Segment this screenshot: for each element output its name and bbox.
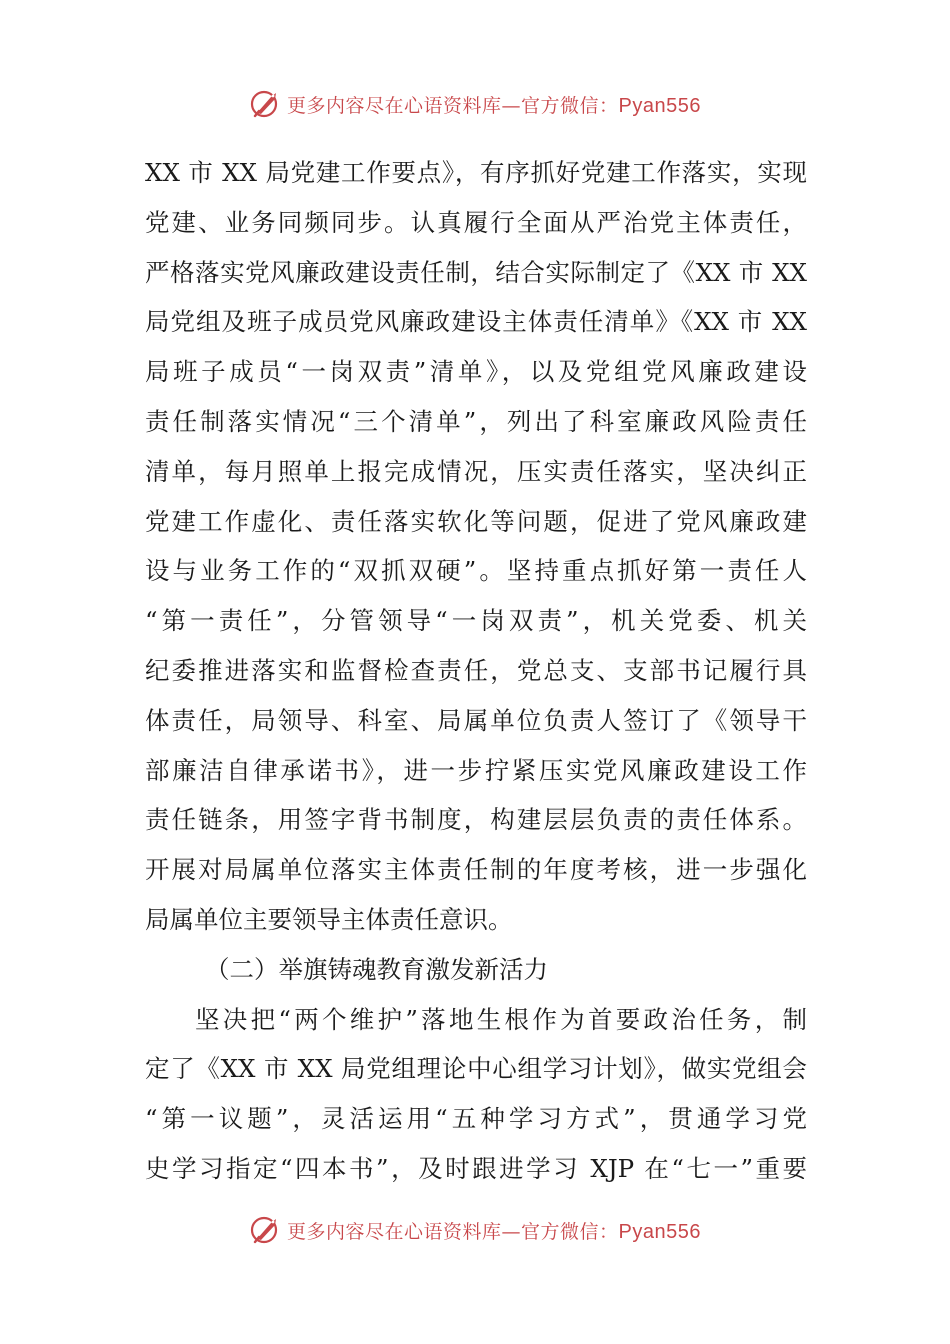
body-line: 设与业务工作的“双抓双硬”。坚持重点抓好第一责任人 <box>145 556 807 586</box>
document-body <box>145 148 807 1194</box>
body-line: XX 市 XX 局党建工作要点》，有序抓好党建工作落实，实现 <box>145 158 807 187</box>
body-line: 局属单位主要领导主体责任意识。 <box>145 904 513 934</box>
body-line: “第一责任”，分管领导“一岗双责”，机关党委、机关 <box>145 606 807 636</box>
body-line: 定了《XX 市 XX 局党组理论中心组学习计划》，做实党组会 <box>145 1054 807 1084</box>
pen-nib-logo-icon <box>249 87 283 121</box>
body-line: 责任链条，用签字背书制度，构建层层负责的责任体系。 <box>145 805 807 835</box>
watermark-banner-top <box>0 84 950 124</box>
body-line: 清单，每月照单上报完成情况，压实责任落实，坚决纠正 <box>145 456 807 486</box>
watermark-banner-bottom <box>0 1210 950 1250</box>
body-line: 责任制落实情况“三个清单”，列出了科室廉政风险责任 <box>145 406 807 436</box>
body-line: 体责任，局领导、科室、局属单位负责人签订了《领导干 <box>145 705 807 735</box>
body-line: 坚决把“两个维护”落地生根作为首要政治任务，制 <box>195 1004 807 1034</box>
body-line: 局党组及班子成员党风廉政建设主体责任清单》《XX 市 XX <box>145 307 807 337</box>
watermark-text: 更多内容尽在心语资料库—官方微信：Pyan556 <box>287 94 701 117</box>
watermark-handle: Pyan556 <box>618 94 701 117</box>
body-line: 史学习指定“四本书”，及时跟进学习 XJP 在“七一”重要 <box>145 1153 807 1183</box>
body-line: “第一议题”，灵活运用“五种学习方式”，贯通学习党 <box>145 1104 807 1134</box>
section-heading: （二）举旗铸魂教育激发新活力 <box>205 954 548 984</box>
body-line: 局班子成员“一岗双责”清单》，以及党组党风廉政建设 <box>145 357 807 387</box>
watermark-text: 更多内容尽在心语资料库—官方微信：Pyan556 <box>287 1220 701 1243</box>
watermark-handle: Pyan556 <box>618 1220 701 1243</box>
body-line: 开展对局属单位落实主体责任制的年度考核，进一步强化 <box>145 855 807 885</box>
body-line: 纪委推进落实和监督检查责任，党总支、支部书记履行具 <box>145 655 807 685</box>
body-line: 党建工作虚化、责任落实软化等问题，促进了党风廉政建 <box>145 506 807 536</box>
body-line: 严格落实党风廉政建设责任制，结合实际制定了《XX 市 XX <box>145 257 807 287</box>
body-line: 党建、业务同频同步。认真履行全面从严治党主体责任， <box>145 207 807 237</box>
pen-nib-logo-icon <box>249 1213 283 1247</box>
body-line: 部廉洁自律承诺书》，进一步拧紧压实党风廉政建设工作 <box>145 755 807 785</box>
